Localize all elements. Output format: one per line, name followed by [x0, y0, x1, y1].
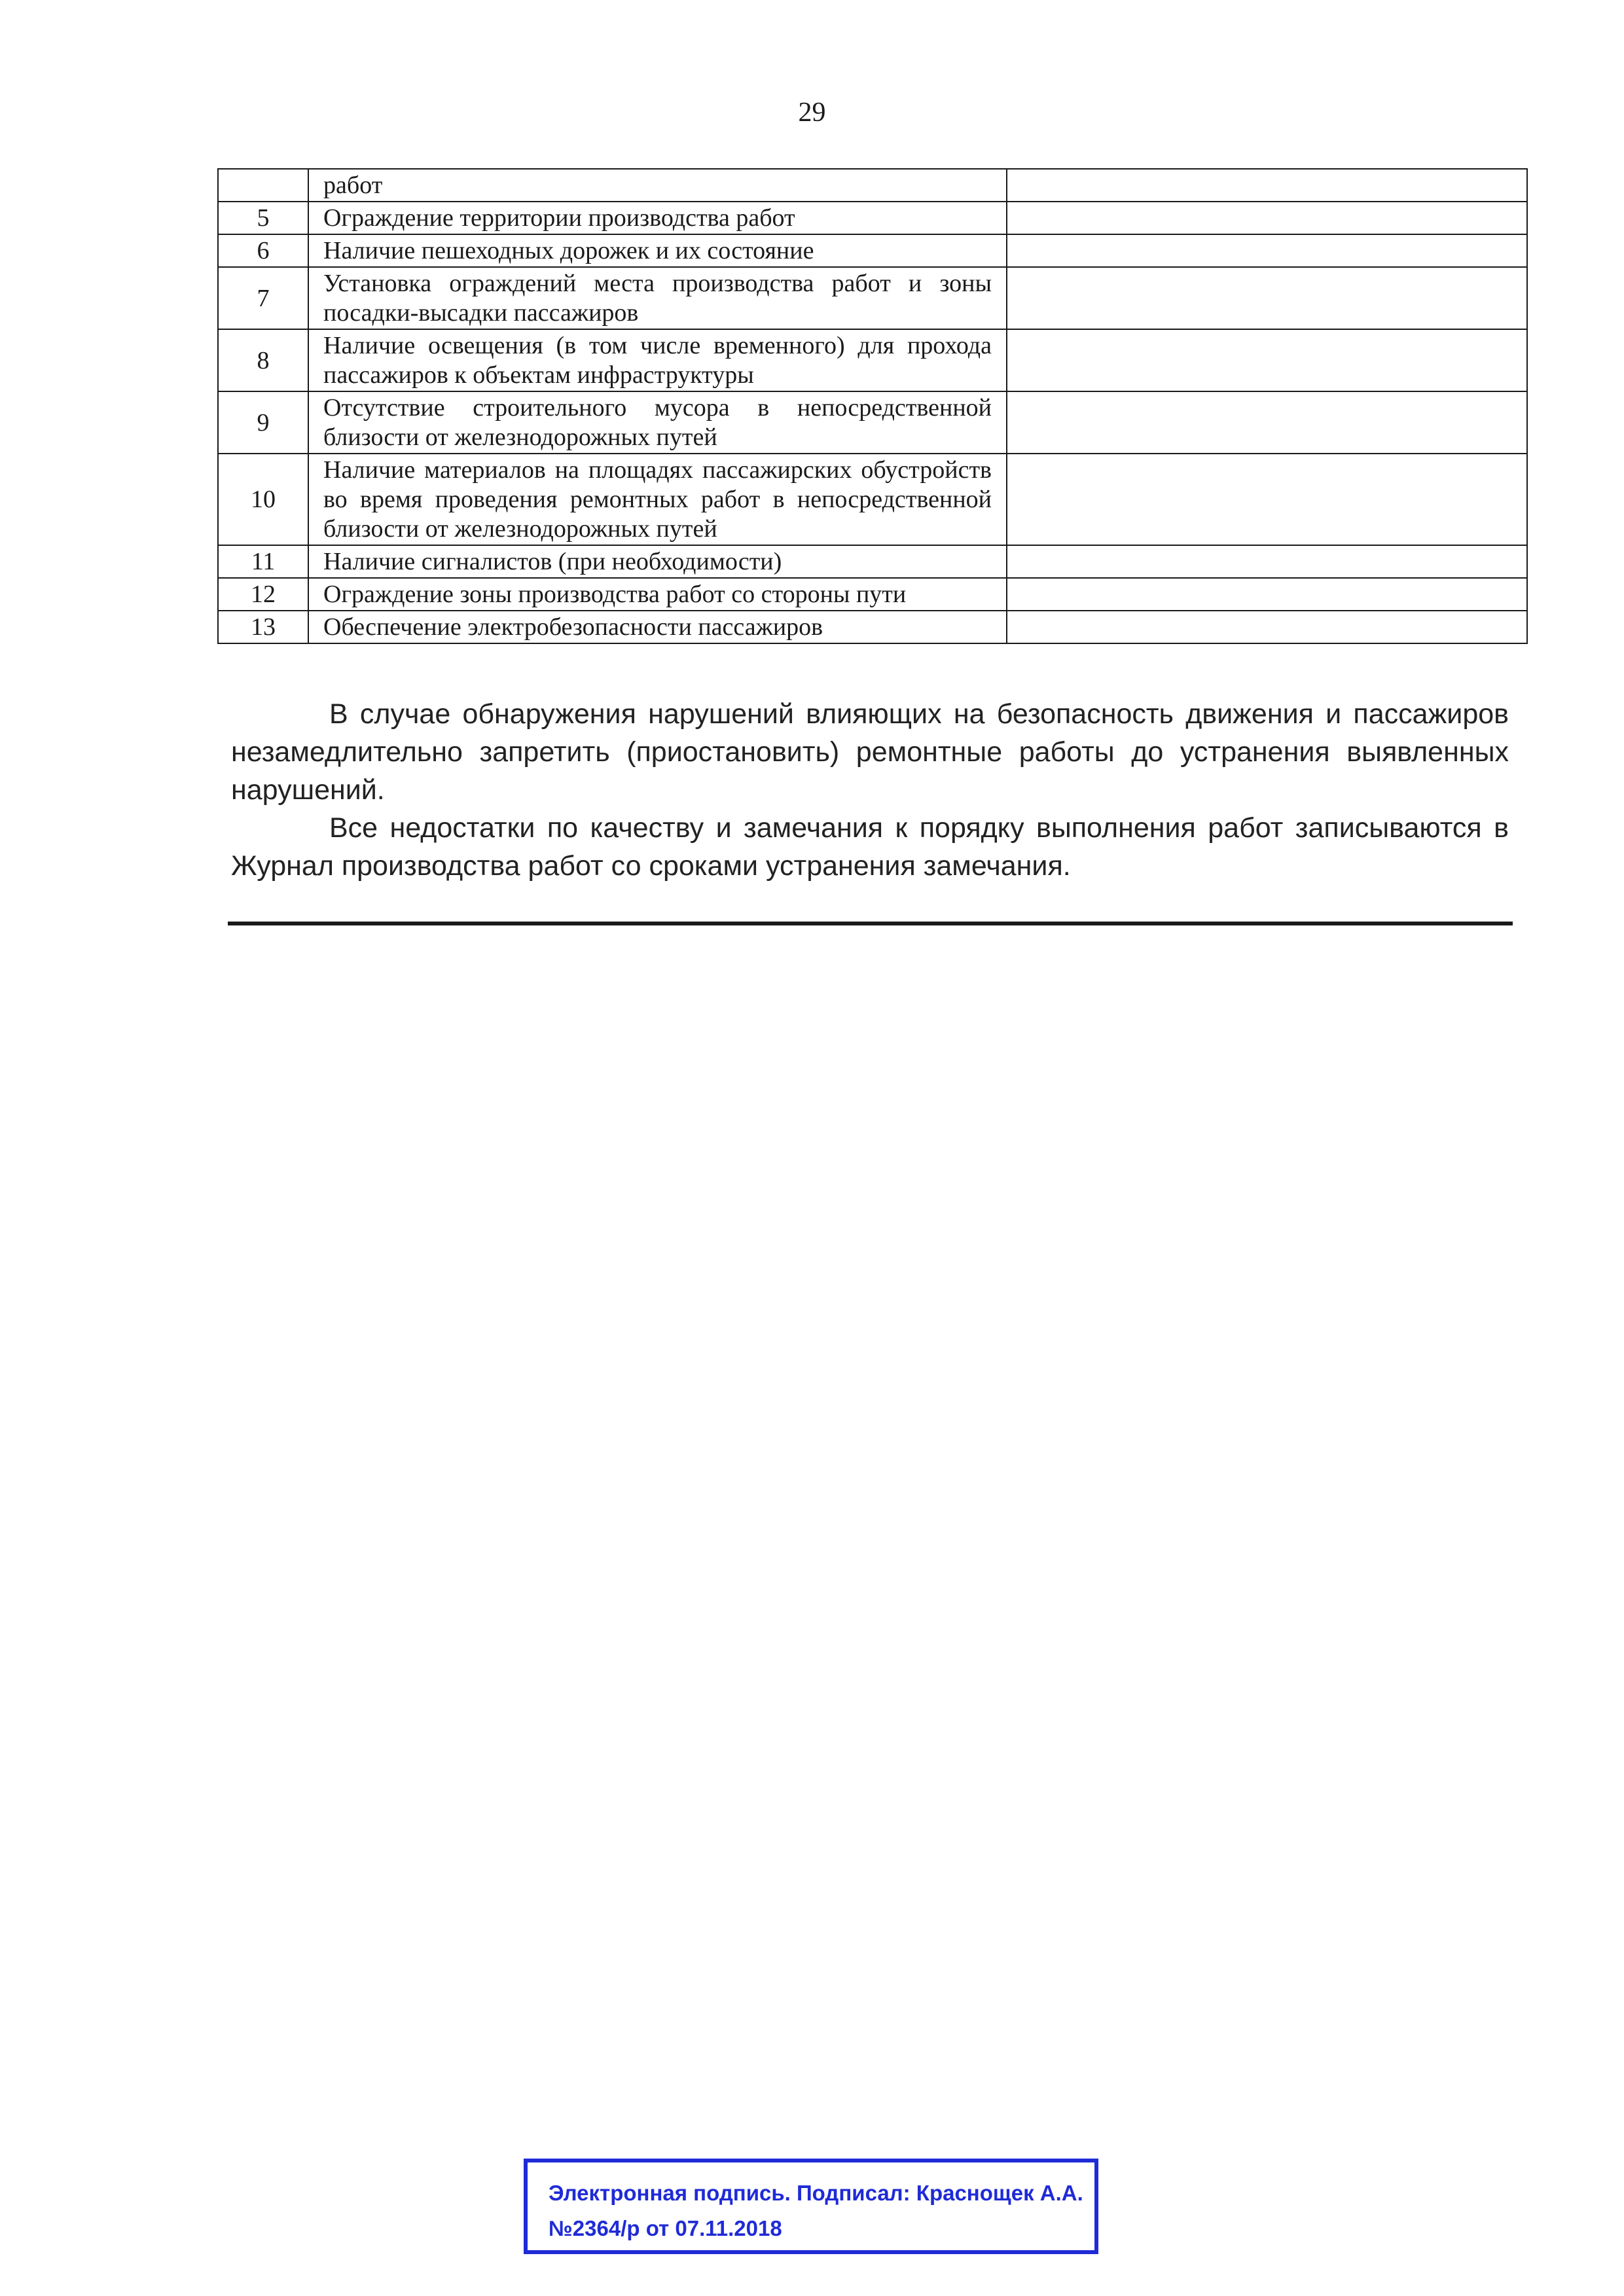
signature-signer: Электронная подпись. Подписал: Краснощек А.А. [549, 2181, 1083, 2205]
row-item: Наличие материалов на площадях пассажирских обустройств во время проведения ремонтных работ в непосредственной близости от железнодорожных путей [308, 454, 1007, 545]
violation-paragraph: В случае обнаружения нарушений влияющих на безопасность движения и пассажиров незамедлительно запретить (приостановить) ремонтные работы до устранения выявленных нарушений. [231, 698, 1509, 806]
row-item: Отсутствие строительного мусора в непосредственной близости от железнодорожных путей [308, 391, 1007, 454]
row-item: Наличие освещения (в том числе временного) для прохода пассажиров к объектам инфраструктуры [308, 329, 1007, 391]
table-row [218, 454, 1527, 545]
row-item: работ [308, 169, 1007, 202]
row-number: 10 [218, 454, 308, 545]
row-number: 9 [218, 391, 308, 454]
row-item: Наличие сигналистов (при необходимости) [308, 545, 1007, 578]
row-mark [1007, 454, 1527, 545]
page-number: 29 [798, 98, 826, 128]
table-row [218, 329, 1527, 391]
row-number: 12 [218, 578, 308, 611]
table-row [218, 169, 1527, 202]
row-item: Обеспечение электробезопасности пассажиров [308, 611, 1007, 643]
row-mark [1007, 611, 1527, 643]
row-mark [1007, 234, 1527, 267]
section-divider [228, 922, 1513, 925]
row-number: 6 [218, 234, 308, 267]
electronic-signature-stamp [524, 2159, 1098, 2254]
row-mark [1007, 329, 1527, 391]
row-mark [1007, 545, 1527, 578]
row-mark [1007, 267, 1527, 329]
checklist-table [217, 168, 1528, 644]
signature-order-number: №2364/р от 07.11.2018 [549, 2216, 782, 2240]
row-item: Установка ограждений места производства работ и зоны посадки-высадки пассажиров [308, 267, 1007, 329]
table-row [218, 611, 1527, 643]
row-item: Наличие пешеходных дорожек и их состояние [308, 234, 1007, 267]
row-item: Ограждение территории производства работ [308, 202, 1007, 234]
table-row [218, 234, 1527, 267]
row-number: 8 [218, 329, 308, 391]
row-number: 11 [218, 545, 308, 578]
row-number: 5 [218, 202, 308, 234]
table-row [218, 578, 1527, 611]
row-item: Ограждение зоны производства работ со стороны пути [308, 578, 1007, 611]
row-mark [1007, 169, 1527, 202]
row-mark [1007, 202, 1527, 234]
row-number [218, 169, 308, 202]
row-mark [1007, 391, 1527, 454]
journal-paragraph: Все недостатки по качеству и замечания к порядку выполнения работ записываются в Журнал производства работ со сроками устранения замечания. [231, 812, 1509, 882]
table-row [218, 267, 1527, 329]
row-number: 7 [218, 267, 308, 329]
row-mark [1007, 578, 1527, 611]
table-row [218, 391, 1527, 454]
table-row [218, 202, 1527, 234]
table-row [218, 545, 1527, 578]
row-number: 13 [218, 611, 308, 643]
